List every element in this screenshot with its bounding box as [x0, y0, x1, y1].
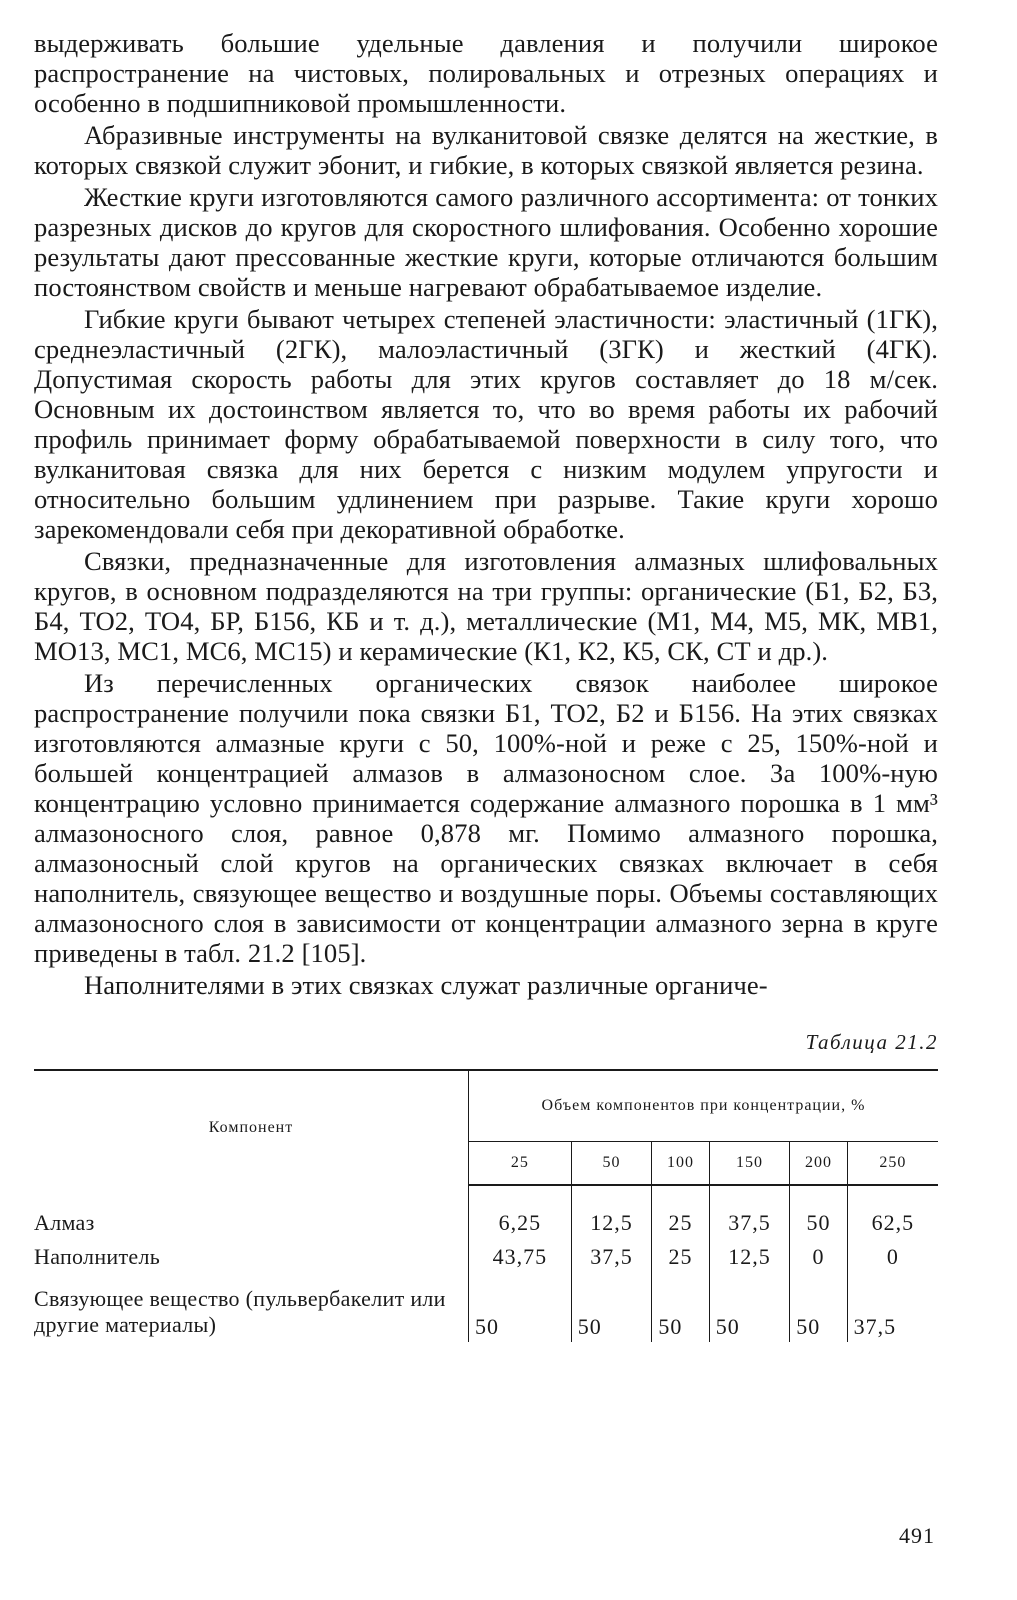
paragraph-3: Жесткие круги изготовляются самого различного ассортимента: от тонких разрезных дисков до кругов для скоростного шлифования. Особенно хорошие результаты дают прессованные жесткие круги, которые отличаются большим постоянством свойств и меньше нагревают обрабатываемое изделие. — [34, 182, 938, 302]
table-cell: 0 — [847, 1240, 938, 1274]
table-cell: 12,5 — [571, 1206, 652, 1240]
table-row — [34, 1240, 938, 1274]
data-table — [34, 1069, 938, 1342]
paragraph-2: Абразивные инструменты на вулканитовой связке делятся на жесткие, в которых связкой служит эбонит, и гибкие, в которых связкой является резина. — [34, 120, 938, 180]
paragraph-7: Наполнителями в этих связках служат различные органиче- — [84, 970, 768, 1000]
table-cell: 50 — [790, 1274, 847, 1342]
table-cell: 50 — [790, 1206, 847, 1240]
row-label: Связующее вещество (пульвербакелит или другие материалы) — [34, 1286, 446, 1337]
page-number: 491 — [899, 1523, 935, 1548]
table-cell: 25 — [652, 1206, 709, 1240]
table-caption: Таблица 21.2 — [805, 1030, 938, 1054]
table-cell: 62,5 — [847, 1206, 938, 1240]
paragraph-4: Гибкие круги бывают четырех степеней эластичности: эластичный (1ГК), среднеэластичный (2ГК), малоэластичный (3ГК) и жесткий (4ГК). Допустимая скорость работы для этих кругов составляет до 18 м/сек. Основным их достоинством является то, что во время работы их рабочий профиль принимает форму обрабатываемой поверхности в силу того, что вулканитовая связка для них берется с низким модулем упругости и относительно большим удлинением при разрыве. Такие круги хорошо зарекомендовали себя при декоративной обработке. — [34, 304, 938, 544]
row-label: Наполнитель — [34, 1244, 161, 1269]
table-cell: 6,25 — [469, 1206, 572, 1240]
concentration-header: 200 — [790, 1142, 847, 1186]
row-label: Алмаз — [34, 1210, 95, 1235]
paragraph-6: Из перечисленных органических связок наиболее широкое распространение получили пока связки Б1, ТО2, Б2 и Б156. На этих связках изготовляются алмазные круги с 50, 100%-ной и реже с 25, 150%-ной и большей концентрацией алмазов в алмазоносном слое. За 100%-ную концентрацию условно принимается содержание алмазного порошка в 1 мм³ алмазоносного слоя, равное 0,878 мг. Помимо алмазного порошка, алмазоносный слой кругов на органических связках включает в себя наполнитель, связующее вещество и воздушные поры. Объемы составляющих алмазоносного слоя в зависимости от концентрации алмазного зерна в круге приведены в табл. 21.2 [105]. — [34, 668, 938, 968]
page-body — [34, 28, 938, 1342]
table-row — [34, 1274, 938, 1342]
concentration-header: 100 — [652, 1142, 709, 1186]
table-cell: 12,5 — [709, 1240, 790, 1274]
table-cell: 37,5 — [571, 1240, 652, 1274]
table-cell: 37,5 — [847, 1274, 938, 1342]
component-column-header: Компонент — [34, 1070, 469, 1185]
paragraph-1: выдерживать большие удельные давления и получили широкое распространение на чистовых, полировальных и отрезных операциях и особенно в подшипниковой промышленности. — [34, 28, 938, 118]
table-cell: 37,5 — [709, 1206, 790, 1240]
paragraph-5: Связки, предназначенные для изготовления алмазных шлифовальных кругов, в основном подразделяются на три группы: органические (Б1, Б2, Б3, Б4, ТО2, ТО4, БР, Б156, КБ и т. д.), металлические (М1, М4, М5, МК, МВ1, МО13, МС1, МС6, МС15) и керамические (К1, К2, К5, СК, СТ и др.). — [34, 546, 938, 666]
concentration-header: 250 — [847, 1142, 938, 1186]
table-cell: 43,75 — [469, 1240, 572, 1274]
table-cell: 0 — [790, 1240, 847, 1274]
concentration-header: 150 — [709, 1142, 790, 1186]
text-body — [34, 28, 938, 1000]
table-cell: 50 — [571, 1274, 652, 1342]
concentration-header: 25 — [469, 1142, 572, 1186]
concentration-header: 50 — [571, 1142, 652, 1186]
table-cell: 50 — [709, 1274, 790, 1342]
table-row — [34, 1206, 938, 1240]
table-cell: 25 — [652, 1240, 709, 1274]
table-cell: 50 — [469, 1274, 572, 1342]
table-cell: 50 — [652, 1274, 709, 1342]
concentration-group-header: Объем компонентов при концентрации, % — [469, 1070, 939, 1142]
